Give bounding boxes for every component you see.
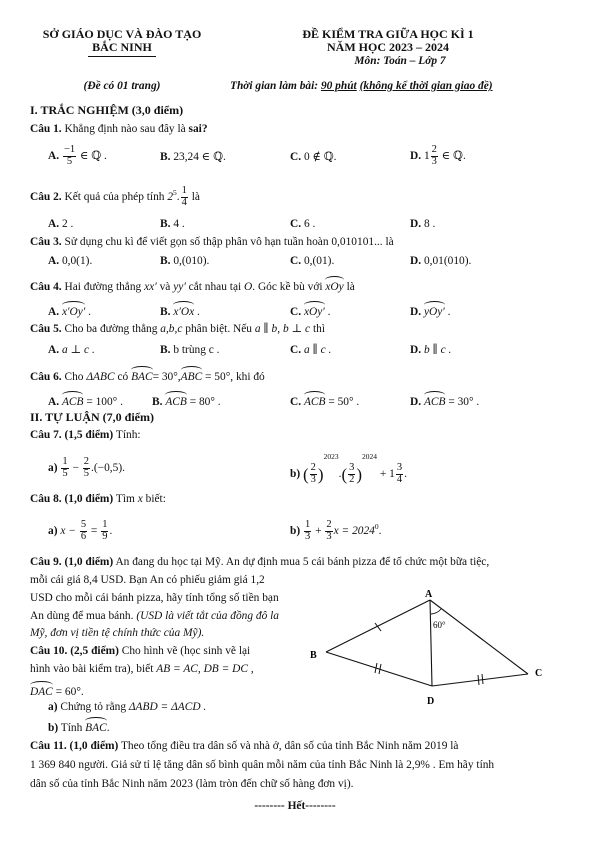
numerator: 2 bbox=[431, 144, 437, 155]
option-label: D. bbox=[410, 306, 422, 318]
denominator: 3 bbox=[431, 155, 437, 167]
angle-symbol: x′Oy′ bbox=[61, 306, 86, 318]
option-label: B. bbox=[160, 306, 171, 318]
math-var: a,b,c bbox=[160, 323, 183, 335]
q4-option-c: C. xOy′ . bbox=[290, 306, 331, 318]
option-label: B. bbox=[160, 151, 171, 163]
option-text: a ∥ c . bbox=[303, 344, 332, 356]
header-divider bbox=[88, 56, 156, 57]
q2-option-a bbox=[48, 218, 73, 231]
exponent: 2024 bbox=[362, 452, 378, 461]
q8-part-b bbox=[290, 520, 381, 542]
denominator: 2 bbox=[349, 473, 355, 485]
fraction bbox=[101, 520, 108, 542]
angle-symbol: ACB bbox=[165, 396, 187, 408]
text: cắt nhau tại bbox=[188, 281, 242, 293]
option-text: b trùng c . bbox=[173, 344, 220, 356]
option-text: b ∥ c . bbox=[423, 344, 452, 356]
exponent: 2023 bbox=[323, 452, 339, 461]
option-label: D. bbox=[410, 344, 422, 356]
q6-label: Câu 6. bbox=[30, 371, 62, 383]
angle-symbol: BAC bbox=[131, 371, 153, 383]
math-var: b ⊥ c bbox=[282, 323, 311, 335]
angle-symbol: ACB bbox=[423, 396, 446, 408]
text: phân biệt. Nếu bbox=[185, 323, 253, 335]
q7-stem bbox=[30, 429, 141, 442]
option-label: A. bbox=[48, 218, 60, 230]
numerator: 2 bbox=[310, 462, 316, 474]
operator: + bbox=[315, 524, 322, 537]
option-label: C. bbox=[290, 218, 302, 230]
operator: = bbox=[90, 524, 98, 537]
denominator: 5 bbox=[62, 467, 68, 479]
operator: . bbox=[338, 468, 342, 480]
denominator: 5 bbox=[83, 467, 90, 479]
paren-open: ( bbox=[341, 464, 348, 484]
option-text: 2 . bbox=[61, 218, 74, 230]
denominator: 6 bbox=[80, 530, 87, 542]
label-D: D bbox=[427, 696, 435, 707]
text: là bbox=[346, 281, 355, 293]
pages-note: (Đề có 01 trang) bbox=[83, 80, 161, 92]
option-label: C. bbox=[290, 306, 302, 318]
text: Tính bbox=[60, 722, 83, 734]
q3-option-b bbox=[160, 255, 209, 268]
part-label: b) bbox=[290, 468, 301, 480]
province-name: BẮC NINH bbox=[92, 40, 152, 54]
angle-value: = 80° . bbox=[189, 396, 221, 408]
time-label: Thời gian làm bài: bbox=[230, 80, 319, 92]
fraction bbox=[80, 520, 87, 542]
angle-value: = 30°, bbox=[152, 371, 181, 383]
angle-symbol: yOy′ bbox=[423, 306, 445, 318]
q3-label: Câu 3. bbox=[30, 236, 62, 248]
option-label: C. bbox=[290, 396, 302, 408]
option-label: C. bbox=[290, 151, 302, 163]
angle-value: = 50° . bbox=[328, 396, 360, 408]
expression-end: . bbox=[378, 524, 382, 537]
subject-line bbox=[354, 55, 445, 68]
option-label: A. bbox=[48, 255, 60, 267]
q11-line2: 1 369 840 người. Giả sử tỉ lệ tăng dân số bình quân mỗi năm của tỉnh Bắc Ninh là 2,9% . Em hãy tính bbox=[30, 759, 495, 771]
subject-label: Môn: bbox=[354, 55, 381, 67]
math-var: O bbox=[244, 281, 253, 293]
q1-stem bbox=[30, 123, 208, 136]
time-line bbox=[230, 80, 493, 93]
q9-line5: Mỹ, đơn vị tiền tệ chính thức của Mỹ). bbox=[30, 627, 205, 639]
q2-option-c bbox=[290, 218, 315, 231]
text: An dùng để mua bánh. bbox=[30, 610, 134, 622]
q11-line1 bbox=[30, 740, 458, 753]
exam-title: ĐỀ KIỂM TRA GIỮA HỌC KÌ 1 bbox=[302, 27, 474, 41]
fraction bbox=[310, 463, 317, 485]
numerator: 1 bbox=[62, 456, 68, 467]
denominator: 9 bbox=[102, 530, 108, 542]
q7-part-a bbox=[48, 457, 125, 479]
paren-open: ( bbox=[303, 464, 309, 484]
school-year: NĂM HỌC 2023 – 2024 bbox=[327, 40, 449, 54]
angle-symbol: ACB bbox=[61, 396, 84, 408]
label-A: A bbox=[425, 589, 433, 600]
option-label: B. bbox=[160, 344, 171, 356]
q9-line1 bbox=[30, 556, 489, 569]
angle-value: = 50° bbox=[205, 371, 231, 383]
numerator: 2 bbox=[83, 456, 90, 467]
segment-AD bbox=[430, 600, 432, 686]
fraction bbox=[181, 186, 188, 208]
numerator: 2 bbox=[326, 519, 332, 530]
q3-text: Sử dụng chu kì để viết gọn số thập phân vô hạn tuần hoàn 0,010101... là bbox=[64, 236, 394, 248]
part-label: a) bbox=[48, 701, 58, 713]
denominator: 4 bbox=[396, 473, 403, 485]
power-exponent: 5 bbox=[173, 188, 177, 198]
numerator: 3 bbox=[349, 462, 355, 474]
angle-symbol: ACB bbox=[303, 396, 326, 408]
q5-stem bbox=[30, 323, 325, 336]
q4-stem bbox=[30, 279, 355, 294]
q1-label: Câu 1. bbox=[30, 123, 62, 135]
text: An đang du học tại Mỹ. An dự định mua 5 cái bánh pizza để tổ chức một bữa tiệc, bbox=[115, 556, 490, 568]
text: Hai đường thẳng bbox=[64, 281, 142, 293]
subject-value: Toán – Lớp 7 bbox=[383, 55, 446, 67]
math-text: ΔABD = ΔACD . bbox=[128, 701, 207, 713]
text: , khi đó bbox=[230, 371, 265, 383]
paren-close: ) bbox=[317, 464, 324, 484]
q10-line3 bbox=[30, 684, 84, 699]
exponent: 0 bbox=[374, 522, 379, 532]
dot-operator: . bbox=[176, 190, 180, 203]
option-label: A. bbox=[48, 344, 60, 356]
q7-text: Tính: bbox=[115, 429, 141, 441]
fraction bbox=[325, 520, 332, 542]
numerator: 1 bbox=[102, 519, 108, 530]
label-C: C bbox=[535, 668, 543, 679]
q6-option-a bbox=[48, 394, 123, 409]
option-text: a ⊥ c . bbox=[61, 344, 95, 356]
triangle-symbol: ΔABC bbox=[86, 371, 115, 383]
fraction bbox=[63, 145, 76, 167]
q1-emph: sai? bbox=[188, 123, 208, 135]
text: Cho bbox=[64, 371, 84, 383]
q5-option-d bbox=[410, 344, 451, 357]
tick-mark-DC-1 bbox=[478, 675, 479, 685]
q3-option-d bbox=[410, 255, 471, 268]
time-note: (không kể thời gian giao đề) bbox=[359, 80, 493, 92]
q10-line1 bbox=[30, 645, 250, 658]
fraction bbox=[61, 457, 68, 479]
q5-label: Câu 5. bbox=[30, 323, 62, 335]
mixed-integer: 1 bbox=[423, 149, 430, 162]
math-var: x bbox=[137, 493, 143, 505]
text: Theo tổng điều tra dân số và nhà ở, dân số của tỉnh Bắc Ninh năm 2019 là bbox=[120, 740, 459, 752]
option-label: C. bbox=[290, 344, 302, 356]
time-value: 90 phút bbox=[320, 80, 357, 92]
option-text: 8 . bbox=[423, 218, 436, 230]
operator: − bbox=[72, 461, 79, 474]
q5-option-b bbox=[160, 344, 220, 357]
denominator: 5 bbox=[66, 155, 73, 167]
text: có bbox=[117, 371, 129, 383]
math-var: yy′ bbox=[173, 281, 186, 293]
option-label: B. bbox=[160, 218, 171, 230]
angle-symbol: xOy′ bbox=[303, 306, 325, 318]
math-var: a ∥ b bbox=[254, 323, 278, 335]
part-label: a) bbox=[48, 461, 58, 474]
q5-option-a bbox=[48, 344, 95, 357]
q10-part-a bbox=[48, 701, 206, 714]
segment-BD bbox=[326, 652, 432, 686]
q5-option-c bbox=[290, 344, 331, 357]
option-label: D. bbox=[410, 149, 422, 162]
part1-title: I. TRẮC NGHIỆM (3,0 điểm) bbox=[30, 103, 184, 117]
q2-option-d bbox=[410, 218, 435, 231]
fraction bbox=[304, 520, 311, 542]
q10-part-b bbox=[48, 720, 110, 735]
angle-symbol: x′Ox bbox=[173, 306, 195, 318]
power-base: 2 bbox=[167, 190, 174, 203]
option-label: D. bbox=[410, 255, 422, 267]
text: hình vào bài kiểm tra), biết bbox=[30, 663, 154, 675]
label-B: B bbox=[310, 650, 317, 661]
fraction bbox=[431, 145, 438, 167]
expression: x = 2024 bbox=[333, 524, 375, 537]
tick-mark-AC bbox=[475, 634, 483, 640]
option-text: 6 . bbox=[303, 218, 316, 230]
angle-value: = 60°. bbox=[55, 686, 84, 698]
angle-symbol: DAC bbox=[30, 686, 53, 698]
tick-mark-DC-2 bbox=[482, 674, 483, 684]
option-text: 0,01(010). bbox=[423, 255, 472, 267]
q1-option-a bbox=[48, 145, 107, 167]
q10-label: Câu 10. (2,5 điểm) bbox=[30, 645, 119, 657]
angle-symbol: ABC bbox=[180, 371, 203, 383]
option-text: 4 . bbox=[173, 218, 185, 230]
q4-option-d: D. yOy′ . bbox=[410, 306, 451, 318]
angle-symbol: BAC bbox=[85, 722, 107, 734]
q6-option-c bbox=[290, 394, 359, 409]
segment-DC bbox=[432, 674, 528, 686]
angle-symbol: xOy bbox=[325, 281, 344, 293]
text: , bbox=[277, 323, 281, 335]
q4-label: Câu 4. bbox=[30, 281, 62, 293]
numerator: 5 bbox=[80, 519, 87, 530]
option-text: 0,0(1). bbox=[61, 255, 93, 267]
q6-stem bbox=[30, 369, 265, 384]
denominator: 4 bbox=[181, 196, 187, 208]
q9-label: Câu 9. (1,0 điểm) bbox=[30, 556, 114, 568]
text: Cho ba đường thẳng bbox=[64, 323, 158, 335]
geometry-figure bbox=[300, 588, 562, 714]
option-label: A. bbox=[48, 396, 60, 408]
q8-part-a bbox=[48, 520, 112, 542]
q10-line2 bbox=[30, 663, 254, 676]
paren-close: ) bbox=[356, 464, 363, 484]
text: biết: bbox=[145, 493, 166, 505]
text: Chứng tỏ rằng bbox=[60, 701, 127, 713]
q11-line3: dân số của tỉnh Bắc Ninh năm 2023 (làm tròn đến chữ số hàng đơn vị). bbox=[30, 778, 354, 790]
q8-stem bbox=[30, 493, 166, 506]
numerator: −1 bbox=[63, 144, 76, 155]
option-text: ∈ ℚ. bbox=[441, 149, 466, 162]
q2-text: Kết quả của phép tính bbox=[64, 190, 165, 203]
q9-line4 bbox=[30, 610, 279, 623]
denominator: 3 bbox=[305, 530, 311, 542]
text: thì bbox=[312, 323, 326, 335]
denominator: 3 bbox=[310, 473, 316, 485]
q1-option-c bbox=[290, 151, 337, 164]
numerator: 1 bbox=[305, 519, 311, 530]
angle-value: = 30° . bbox=[448, 396, 480, 408]
note-text: (USD là viết tắt của đồng đô la bbox=[136, 610, 279, 622]
q9-line2: mỗi cái giá 8,4 USD. Bạn An có phiếu giảm giá 1,2 bbox=[30, 574, 265, 586]
operator: + 1 bbox=[379, 468, 395, 480]
fraction bbox=[396, 463, 403, 485]
text: Cho hình vẽ (học sinh vẽ lại bbox=[121, 645, 251, 657]
part-label: a) bbox=[48, 524, 58, 537]
option-label: A. bbox=[48, 149, 60, 162]
q7-label: Câu 7. (1,5 điểm) bbox=[30, 429, 114, 441]
option-text: ∈ ℚ . bbox=[79, 149, 107, 162]
segment-AB bbox=[326, 600, 430, 652]
numerator: 1 bbox=[181, 185, 187, 196]
text: Tìm bbox=[115, 493, 135, 505]
part2-title: II. TỰ LUẬN (7,0 điểm) bbox=[30, 410, 155, 424]
expression: x − bbox=[60, 524, 76, 537]
text: . bbox=[106, 722, 110, 734]
q4-option-b: B. x′Ox . bbox=[160, 306, 200, 318]
q2-label: Câu 2. bbox=[30, 190, 62, 203]
option-label: C. bbox=[290, 255, 302, 267]
q1-option-b bbox=[160, 151, 226, 164]
q2-option-b bbox=[160, 218, 185, 231]
q2-stem bbox=[30, 186, 200, 208]
option-label: D. bbox=[410, 218, 422, 230]
denominator: 3 bbox=[326, 530, 332, 542]
expression-end: . bbox=[404, 468, 407, 480]
part-label: b) bbox=[48, 722, 59, 734]
part-label: b) bbox=[290, 524, 301, 537]
math-var: xx′ bbox=[144, 281, 157, 293]
q3-option-a bbox=[48, 255, 92, 268]
angle-value: = 100° . bbox=[86, 396, 123, 408]
q8-label: Câu 8. (1,0 điểm) bbox=[30, 493, 114, 505]
option-label: B. bbox=[152, 396, 163, 408]
expression-tail: .(−0,5). bbox=[91, 461, 125, 474]
q1-option-d bbox=[410, 145, 466, 167]
q6-option-b bbox=[152, 394, 221, 409]
text: . Góc kề bù với bbox=[252, 281, 323, 293]
option-text: 23,24 ∈ ℚ. bbox=[173, 151, 226, 163]
q3-stem bbox=[30, 236, 394, 249]
math-text: AB = AC, DB = DC , bbox=[156, 663, 254, 675]
option-label: D. bbox=[410, 396, 422, 408]
fraction bbox=[348, 463, 355, 485]
angle-label: 60° bbox=[433, 620, 446, 630]
end-marker: -------- Hết-------- bbox=[254, 800, 336, 812]
department-name: SỞ GIÁO DỤC VÀ ĐÀO TẠO bbox=[42, 27, 202, 41]
q6-option-d bbox=[410, 394, 479, 409]
q9-line3: USD cho mỗi cái bánh pizza, hãy tính tổng số tiền bạn bbox=[30, 592, 279, 604]
q2-text-after: là bbox=[191, 190, 200, 203]
q1-text: Khẳng định nào sau đây là bbox=[64, 123, 186, 135]
option-text: 0,(01). bbox=[303, 255, 335, 267]
q4-option-a: A. x′Oy′ . bbox=[48, 306, 91, 318]
q3-option-c bbox=[290, 255, 334, 268]
option-label: B. bbox=[160, 255, 171, 267]
option-text: 0 ∉ ℚ. bbox=[303, 151, 337, 163]
q7-part-b bbox=[290, 453, 407, 486]
option-label: A. bbox=[48, 306, 60, 318]
numerator: 3 bbox=[396, 462, 403, 474]
option-text: 0,(010). bbox=[173, 255, 210, 267]
expression-end: . bbox=[109, 524, 113, 537]
fraction bbox=[83, 457, 90, 479]
text: và bbox=[159, 281, 171, 293]
q11-label: Câu 11. (1,0 điểm) bbox=[30, 740, 119, 752]
angle-arc-mark bbox=[431, 609, 441, 614]
